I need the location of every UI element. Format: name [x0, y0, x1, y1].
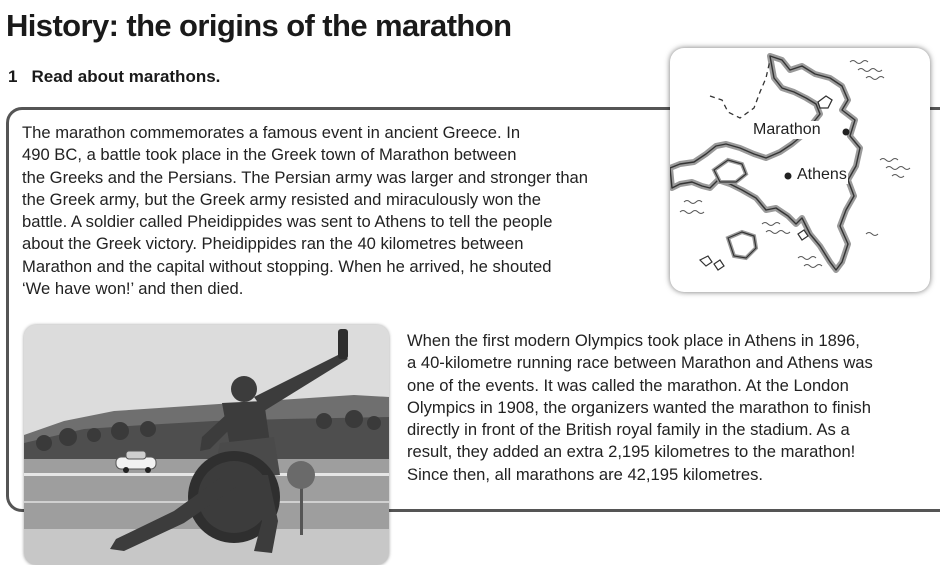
map-of-attica [670, 48, 930, 292]
paragraph-line: result, they added an extra 2,195 kilometres to the marathon! [407, 442, 856, 462]
paragraph-line: Marathon and the capital without stopping. When he arrived, he shouted [22, 256, 552, 276]
island [714, 260, 724, 270]
paragraph-line: about the Greek victory. Pheidippides ran the 40 kilometres between [22, 234, 524, 254]
paragraph-line: battle. A soldier called Pheidippides was sent to Athens to tell the people [22, 212, 553, 232]
athens-dot [785, 173, 792, 180]
statue-photo-drawing [24, 325, 389, 565]
map-label-athens: Athens [797, 166, 847, 183]
exercise-instruction [8, 67, 220, 87]
paragraph-line: Olympics in 1908, the organizers wanted the marathon to finish [407, 397, 871, 417]
paragraph-line: When the first modern Olympics took place in Athens in 1896, [407, 331, 860, 350]
paragraph-line: The marathon commemorates a famous event in ancient Greece. In [22, 123, 521, 142]
coastline [670, 56, 860, 270]
paragraph-origins [22, 122, 662, 314]
exercise-number: 1 [8, 67, 18, 86]
paragraph-line: the Greek army, but the Greek army resisted and miraculously won the [22, 189, 541, 209]
paragraph-line: one of the events. It was called the marathon. At the London [407, 375, 849, 395]
map-label-marathon: Marathon [753, 121, 821, 138]
marathon-dot [843, 129, 850, 136]
paragraph-line: the Greeks and the Persians. The Persian army was larger and stronger than [22, 167, 589, 187]
page-title: History: the origins of the marathon [6, 8, 512, 43]
border-line [710, 60, 770, 118]
island [700, 256, 712, 266]
paragraph-line: directly in front of the British royal family in the stadium. As a [407, 420, 850, 440]
paragraph-modern-marathon [407, 330, 937, 486]
paragraph-line: a 40-kilometre running race between Marathon and Athens was [407, 353, 873, 373]
exercise-text: Read about marathons. [31, 67, 221, 86]
statue-photo [24, 325, 389, 565]
paragraph-line: Since then, all marathons are 42,195 kilometres. [407, 464, 764, 484]
paragraph-line: ‘We have won!’ and then died. [22, 279, 244, 299]
paragraph-line: 490 BC, a battle took place in the Greek town of Marathon between [22, 145, 517, 165]
